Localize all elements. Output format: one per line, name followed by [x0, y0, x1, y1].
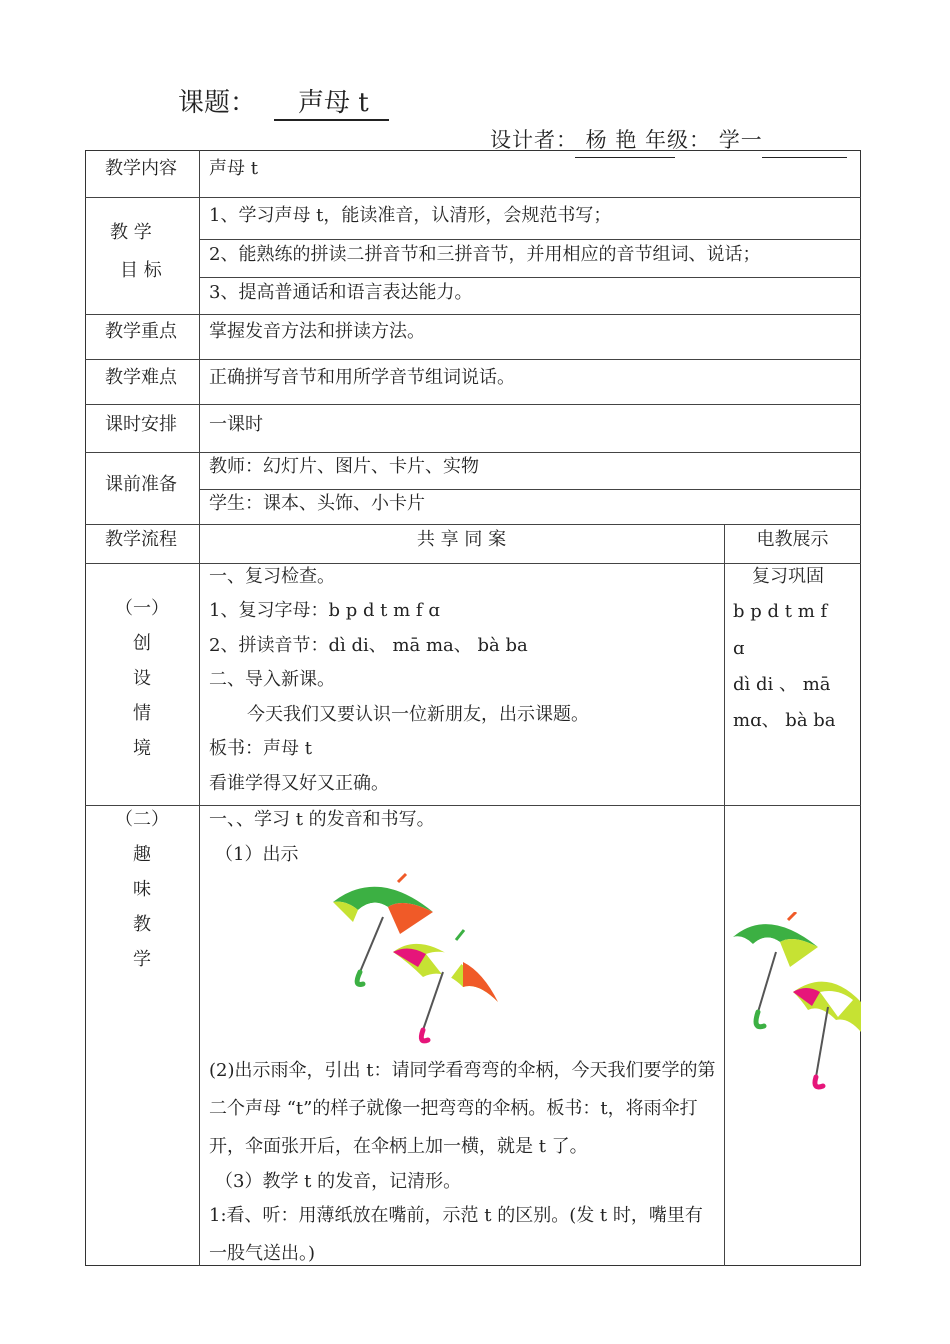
difficulty-label: 教学难点	[105, 367, 177, 388]
difficulty-value: 正确拼写音节和用所学音节组词说话。	[209, 367, 515, 388]
section1-line: 一、复习检查。	[209, 566, 335, 587]
row-divider	[85, 524, 861, 525]
flow-header-col3: 电教展示	[756, 529, 829, 550]
section1-label-char: 情	[133, 703, 151, 724]
section1-line: 1、复习字母：b p d t m f ɑ	[209, 600, 440, 621]
title-label: 课题：	[178, 88, 257, 118]
row-divider	[199, 277, 861, 278]
section1-line: 看谁学得又好又正确。	[209, 773, 389, 794]
section1-label	[85, 600, 199, 775]
section1-line: 2、拼读音节：dì di、 mā ma、 bà ba	[209, 635, 528, 656]
media-heading: 复习巩固	[752, 566, 824, 587]
media-line: mɑ、 bà ba	[733, 710, 836, 731]
row-divider	[85, 314, 861, 315]
section2-label-char: 味	[133, 879, 151, 900]
row-divider	[85, 404, 861, 405]
content-label: 教学内容	[105, 158, 177, 179]
prep-student: 学生：课本、头饰、小卡片	[209, 493, 425, 514]
row-divider	[199, 489, 861, 490]
media-line: b p d t m f	[733, 601, 828, 622]
prep-label: 课前准备	[105, 474, 177, 495]
flow-header-col1: 教学流程	[105, 529, 177, 550]
section2-label-char: 趣	[133, 844, 151, 865]
row-divider	[199, 239, 861, 240]
section2-label-char: （二）	[115, 809, 169, 830]
flow-header-col2: 共 享 同 案	[416, 529, 507, 550]
section2-label-char: 学	[133, 949, 151, 970]
media-line: ɑ	[733, 638, 745, 659]
row-divider	[85, 452, 861, 453]
section1-label-char: （一）	[115, 598, 169, 619]
section2-line: （3）教学 t 的发音，记清形。	[215, 1171, 462, 1192]
column-divider	[724, 524, 725, 1266]
title-value: 声母 t	[274, 82, 389, 121]
goal-item: 1、学习声母 t，能读准音，认清形，会规范书写；	[209, 205, 612, 226]
media-line: dì di 、 mā	[733, 674, 831, 695]
section2-paragraph: 1:看、听：用薄纸放在嘴前，示范 t 的区别。(发 t 时，嘴里有一股气送出。)	[209, 1205, 703, 1264]
umbrella-media-image	[728, 912, 861, 1092]
key-label: 教学重点	[105, 321, 177, 342]
section2-label	[85, 811, 199, 986]
schedule-value: 一课时	[209, 414, 263, 435]
section1-label-char: 设	[133, 668, 151, 689]
designer-line: 设计者： 杨 艳 年级： 学一	[490, 128, 763, 152]
section2-line: （1）出示	[215, 844, 299, 865]
section1-label-char: 境	[133, 738, 151, 759]
column-divider	[199, 150, 200, 1266]
goal-item: 3、提高普通话和语言表达能力。	[209, 282, 473, 303]
section1-line: 二、导入新课。	[209, 669, 335, 690]
row-divider	[85, 197, 861, 198]
row-divider	[85, 359, 861, 360]
row-divider	[85, 805, 861, 806]
key-value: 掌握发音方法和拼读方法。	[209, 321, 425, 342]
prep-teacher: 教师：幻灯片、图片、卡片、实物	[209, 456, 479, 477]
section2-paragraph: (2)出示雨伞，引出 t：请同学看弯弯的伞柄，今天我们要学的第二个声母 “t”的样子就像一把弯弯的伞柄。板书：t，将雨伞打开，伞面张开后，在伞柄上加一横，就是 t 了。	[209, 1060, 716, 1157]
section1-line: 板书：声母 t	[209, 738, 312, 759]
section1-label-char: 创	[133, 633, 151, 654]
section2-line: 一、、学习 t 的发音和书写。	[209, 809, 435, 830]
section1-line: 今天我们又要认识一位新朋友，出示课题。	[247, 704, 589, 725]
page-title	[178, 82, 389, 121]
umbrella-front	[393, 930, 498, 1041]
goals-label-1: 教 学	[110, 222, 152, 243]
umbrella-illustration	[328, 872, 508, 1047]
section2-label-char: 教	[133, 914, 151, 935]
goals-label-2: 目 标	[120, 260, 162, 281]
schedule-label: 课时安排	[105, 414, 177, 435]
goal-item: 2、能熟练的拼读二拼音节和三拼音节，并用相应的音节组词、说话；	[209, 244, 761, 265]
content-value: 声母 t	[209, 158, 258, 179]
row-divider	[85, 563, 861, 564]
